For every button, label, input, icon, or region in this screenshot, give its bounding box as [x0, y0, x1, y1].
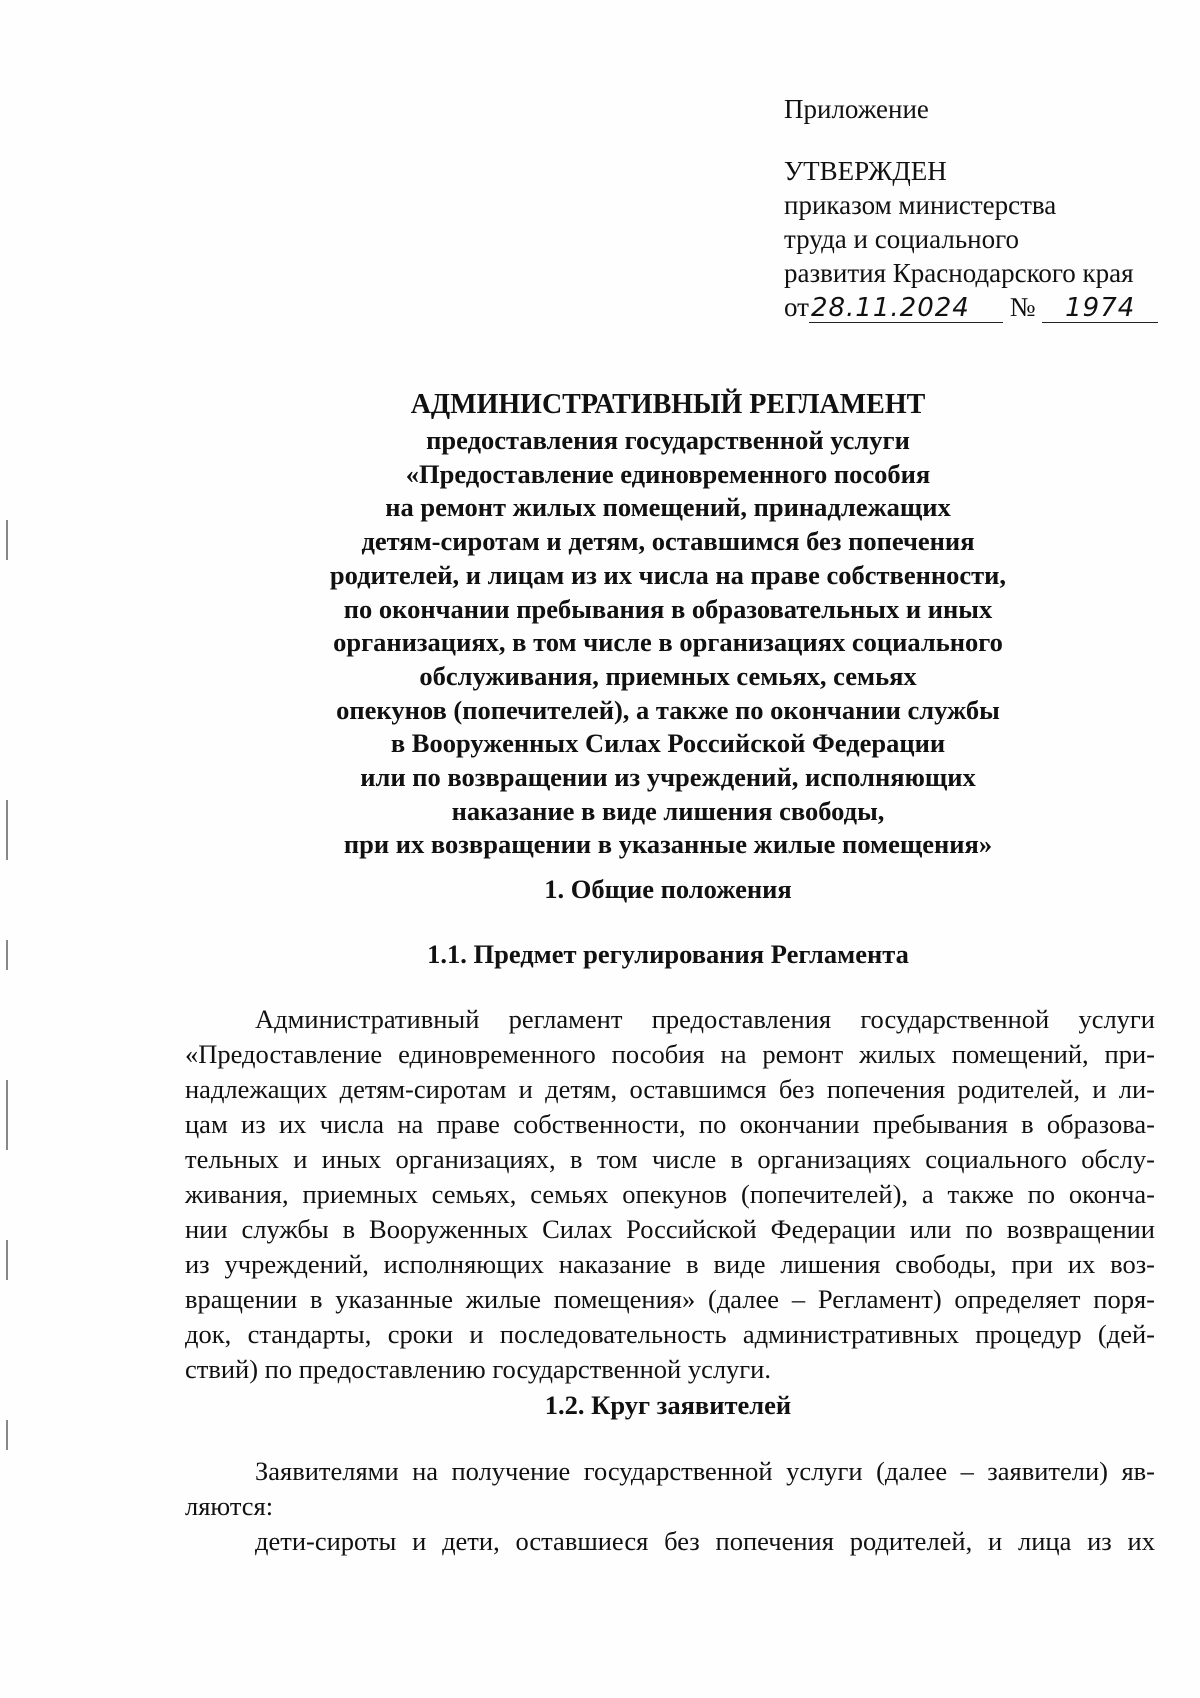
paragraph-line: из учреждений, исполняющих наказание в виде лишения свободы, при их воз-: [185, 1249, 1155, 1279]
paragraph-line: ствий) по предоставлению государственной услуги.: [185, 1354, 771, 1384]
paragraph-line: тельных и иных организациях, в том числе в организациях социального обслу-: [185, 1144, 1155, 1174]
subsection-heading: 1.2. Круг заявителей: [544, 1390, 792, 1420]
approval-line: приказом министерства: [784, 190, 1057, 220]
approved-label: УТВЕРЖДЕН: [784, 156, 947, 186]
approval-block: [784, 92, 1164, 324]
title-line: «Предоставление единовременного пособия: [405, 458, 931, 489]
subsection-heading: 1.1. Предмет регулирования Регламента: [427, 939, 909, 969]
paragraph-line: Заявителями на получение государственной услуги (далее – заявители) яв-: [255, 1456, 1155, 1486]
title-line: или по возвращении из учреждений, исполняющих: [360, 762, 976, 793]
title-line: детям-сиротам и детям, оставшимся без попечения: [361, 526, 975, 557]
approval-date-number: [784, 290, 1164, 324]
title-line: в Вооруженных Силах Российской Федерации: [390, 728, 946, 759]
paragraph-line: ляются:: [185, 1491, 274, 1521]
paragraph-line: цам из их числа на праве собственности, по окончании пребывания в образова-: [185, 1109, 1155, 1139]
title-line: по окончании пребывания в образовательных и иных: [343, 593, 993, 624]
title-line: наказание в виде лишения свободы,: [451, 795, 885, 826]
paragraph-line: надлежащих детям-сиротам и детям, оставшимся без попечения родителей, и ли-: [185, 1074, 1155, 1104]
document-title: [200, 386, 1136, 862]
title-main: АДМИНИСТРАТИВНЫЙ РЕГЛАМЕНТ: [410, 389, 926, 420]
date-handwritten: 28.11.2024: [809, 294, 1003, 323]
scan-margin-artifacts: [6, 520, 12, 1570]
paragraph-subject: [185, 1002, 1155, 1387]
paragraph-applicants: [185, 1454, 1155, 1559]
paragraph-line: «Предоставление единовременного пособия на ремонт жилых помещений, при-: [185, 1039, 1155, 1069]
title-line: на ремонт жилых помещений, принадлежащих: [385, 492, 951, 523]
title-line: родителей, и лицам из их числа на праве собственности,: [329, 559, 1007, 590]
approval-line: развития Краснодарского края: [784, 258, 1134, 288]
number-handwritten: 1974: [1042, 294, 1158, 323]
paragraph-line: вращении в указанные жилые помещения» (далее – Регламент) определяет поря-: [185, 1284, 1155, 1314]
title-line: опекунов (попечителей), а также по окончании службы: [336, 694, 1000, 725]
paragraph-line: дети-сироты и дети, оставшиеся без попечения родителей, и лица из их: [255, 1526, 1155, 1556]
section-heading: 1. Общие положения: [544, 874, 792, 904]
title-line: предоставления государственной услуги: [426, 425, 910, 455]
title-line: при их возвращении в указанные жилые помещения»: [343, 829, 993, 860]
title-line: организациях, в том числе в организациях социального: [333, 627, 1003, 658]
paragraph-line: живания, приемных семьях, семьях опекунов (попечителей), а также по оконча-: [185, 1179, 1155, 1209]
annex-label: Приложение: [784, 94, 929, 124]
paragraph-line: док, стандарты, сроки и последовательность административных процедур (дей-: [185, 1319, 1155, 1349]
number-label: №: [1009, 292, 1036, 322]
paragraph-line: нии службы в Вооруженных Силах Российской Федерации или по возвращении: [185, 1214, 1155, 1244]
approval-line: труда и социального: [784, 224, 1019, 254]
date-prefix: от: [784, 292, 809, 322]
title-line: обслуживания, приемных семьях, семьях: [419, 660, 917, 691]
paragraph-line: Административный регламент предоставления государственной услуги: [255, 1004, 1155, 1034]
